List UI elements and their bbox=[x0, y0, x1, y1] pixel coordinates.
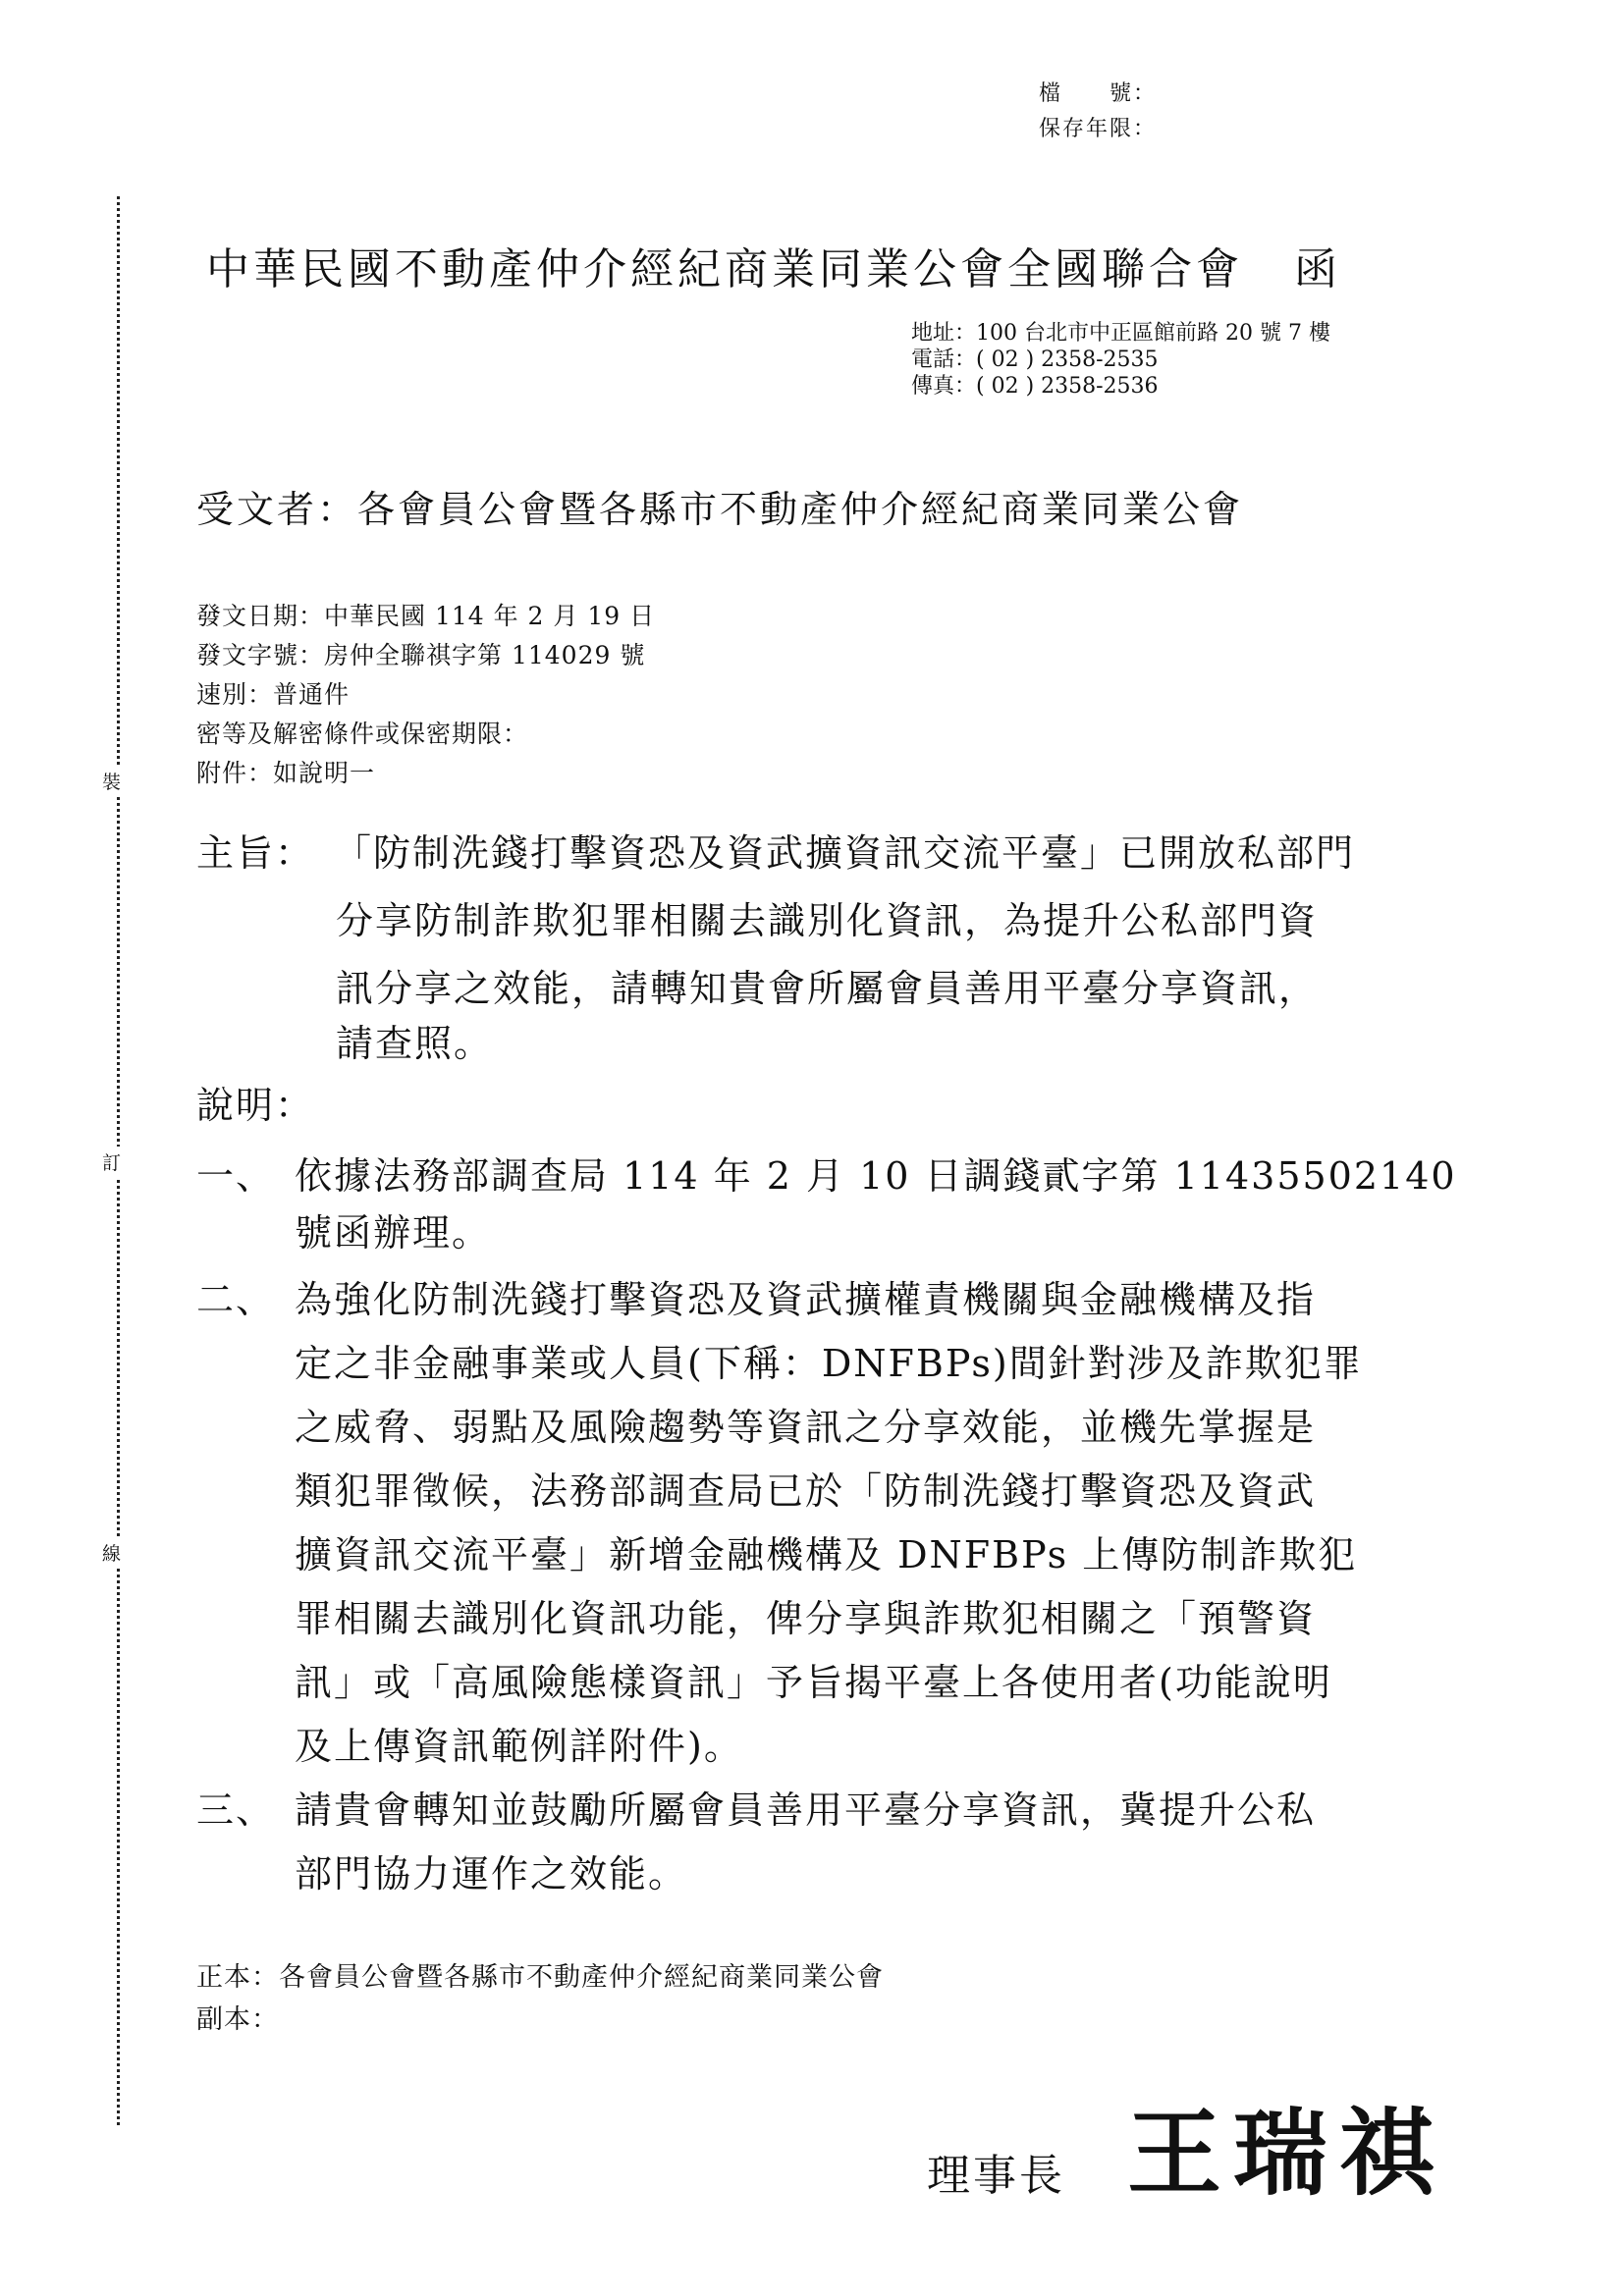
fax: 傳真：( 02 ) 2358-2536 bbox=[911, 374, 1159, 399]
contact-info bbox=[911, 320, 1330, 400]
retention-period-label: 保存年限： bbox=[1039, 117, 1158, 141]
subject-line: 請查照。 bbox=[336, 1022, 494, 1065]
address: 地址：100 台北市中正區館前路 20 號 7 樓 bbox=[911, 321, 1330, 346]
recipient: 受文者：各會員公會暨各縣市不動產仲介經紀商業同業公會 bbox=[196, 488, 1244, 531]
item-line: 為強化防制洗錢打擊資恐及資武擴權責機關與金融機構及指 bbox=[295, 1278, 1317, 1321]
item-line: 類犯罪徵候，法務部調查局已於「防制洗錢打擊資恐及資武 bbox=[295, 1469, 1317, 1513]
delivery-speed: 速別：普通件 bbox=[196, 680, 351, 709]
description-label: 說明： bbox=[196, 1084, 315, 1127]
item-number: 一、 bbox=[196, 1154, 276, 1198]
item-line: 號函辦理。 bbox=[295, 1211, 492, 1255]
organization-name: 中華民國不動產仲介經紀商業同業公會全國聯合會 bbox=[206, 244, 1243, 294]
subject-line: 分享防制詐欺犯罪相關去識別化資訊，為提升公私部門資 bbox=[336, 899, 1319, 942]
item-number: 三、 bbox=[196, 1789, 276, 1832]
item-number: 二、 bbox=[196, 1278, 276, 1321]
issue-date: 發文日期：中華民國 114 年 2 月 19 日 bbox=[196, 602, 656, 630]
item-line: 訊」或「高風險態樣資訊」予旨揭平臺上各使用者(功能說明 bbox=[295, 1661, 1332, 1704]
item-line: 請貴會轉知並鼓勵所屬會員善用平臺分享資訊，冀提升公私 bbox=[295, 1789, 1317, 1832]
subject-line: 「防制洗錢打擊資恐及資武擴資訊交流平臺」已開放私部門 bbox=[334, 831, 1356, 875]
item-line: 定之非金融事業或人員(下稱：DNFBPs)間針對涉及詐欺犯罪 bbox=[295, 1342, 1363, 1385]
document-kind: 函 bbox=[1294, 244, 1341, 294]
attachment: 附件：如說明一 bbox=[196, 759, 376, 787]
letterhead bbox=[206, 234, 1341, 296]
binding-mark-zhuang: 裝 bbox=[102, 766, 121, 796]
item-line: 部門協力運作之效能。 bbox=[295, 1852, 688, 1896]
item-line: 及上傳資訊範例詳附件)。 bbox=[295, 1725, 743, 1768]
signer-name: 王瑞祺 bbox=[1127, 2099, 1445, 2209]
item-line: 擴資訊交流平臺」新增金融機構及 DNFBPs 上傳防制詐欺犯 bbox=[295, 1533, 1358, 1576]
file-info bbox=[1039, 77, 1157, 147]
file-number-label: 檔 號： bbox=[1039, 81, 1158, 106]
phone: 電話：( 02 ) 2358-2535 bbox=[911, 347, 1159, 372]
item-line: 罪相關去識別化資訊功能，俾分享與詐欺犯相關之「預警資 bbox=[295, 1597, 1317, 1640]
secrecy-level: 密等及解密條件或保密期限： bbox=[196, 720, 529, 748]
carbon-copy-recipients: 副本： bbox=[196, 2004, 279, 2035]
binding-mark-ding: 訂 bbox=[102, 1147, 121, 1177]
signer-title: 理事長 bbox=[927, 2151, 1065, 2201]
document-number: 發文字號：房仲全聯祺字第 114029 號 bbox=[196, 641, 646, 669]
subject-label: 主旨： bbox=[196, 831, 315, 875]
item-line: 依據法務部調查局 114 年 2 月 10 日調錢貳字第 11435502140 bbox=[295, 1154, 1457, 1198]
binding-mark-xian: 線 bbox=[102, 1537, 121, 1568]
subject-line: 訊分享之效能，請轉知貴會所屬會員善用平臺分享資訊， bbox=[336, 967, 1319, 1010]
item-line: 之威脅、弱點及風險趨勢等資訊之分享效能，並機先掌握是 bbox=[295, 1406, 1317, 1449]
document-meta bbox=[196, 597, 655, 793]
original-copy-recipients: 正本：各會員公會暨各縣市不動產仲介經紀商業同業公會 bbox=[196, 1962, 884, 1993]
